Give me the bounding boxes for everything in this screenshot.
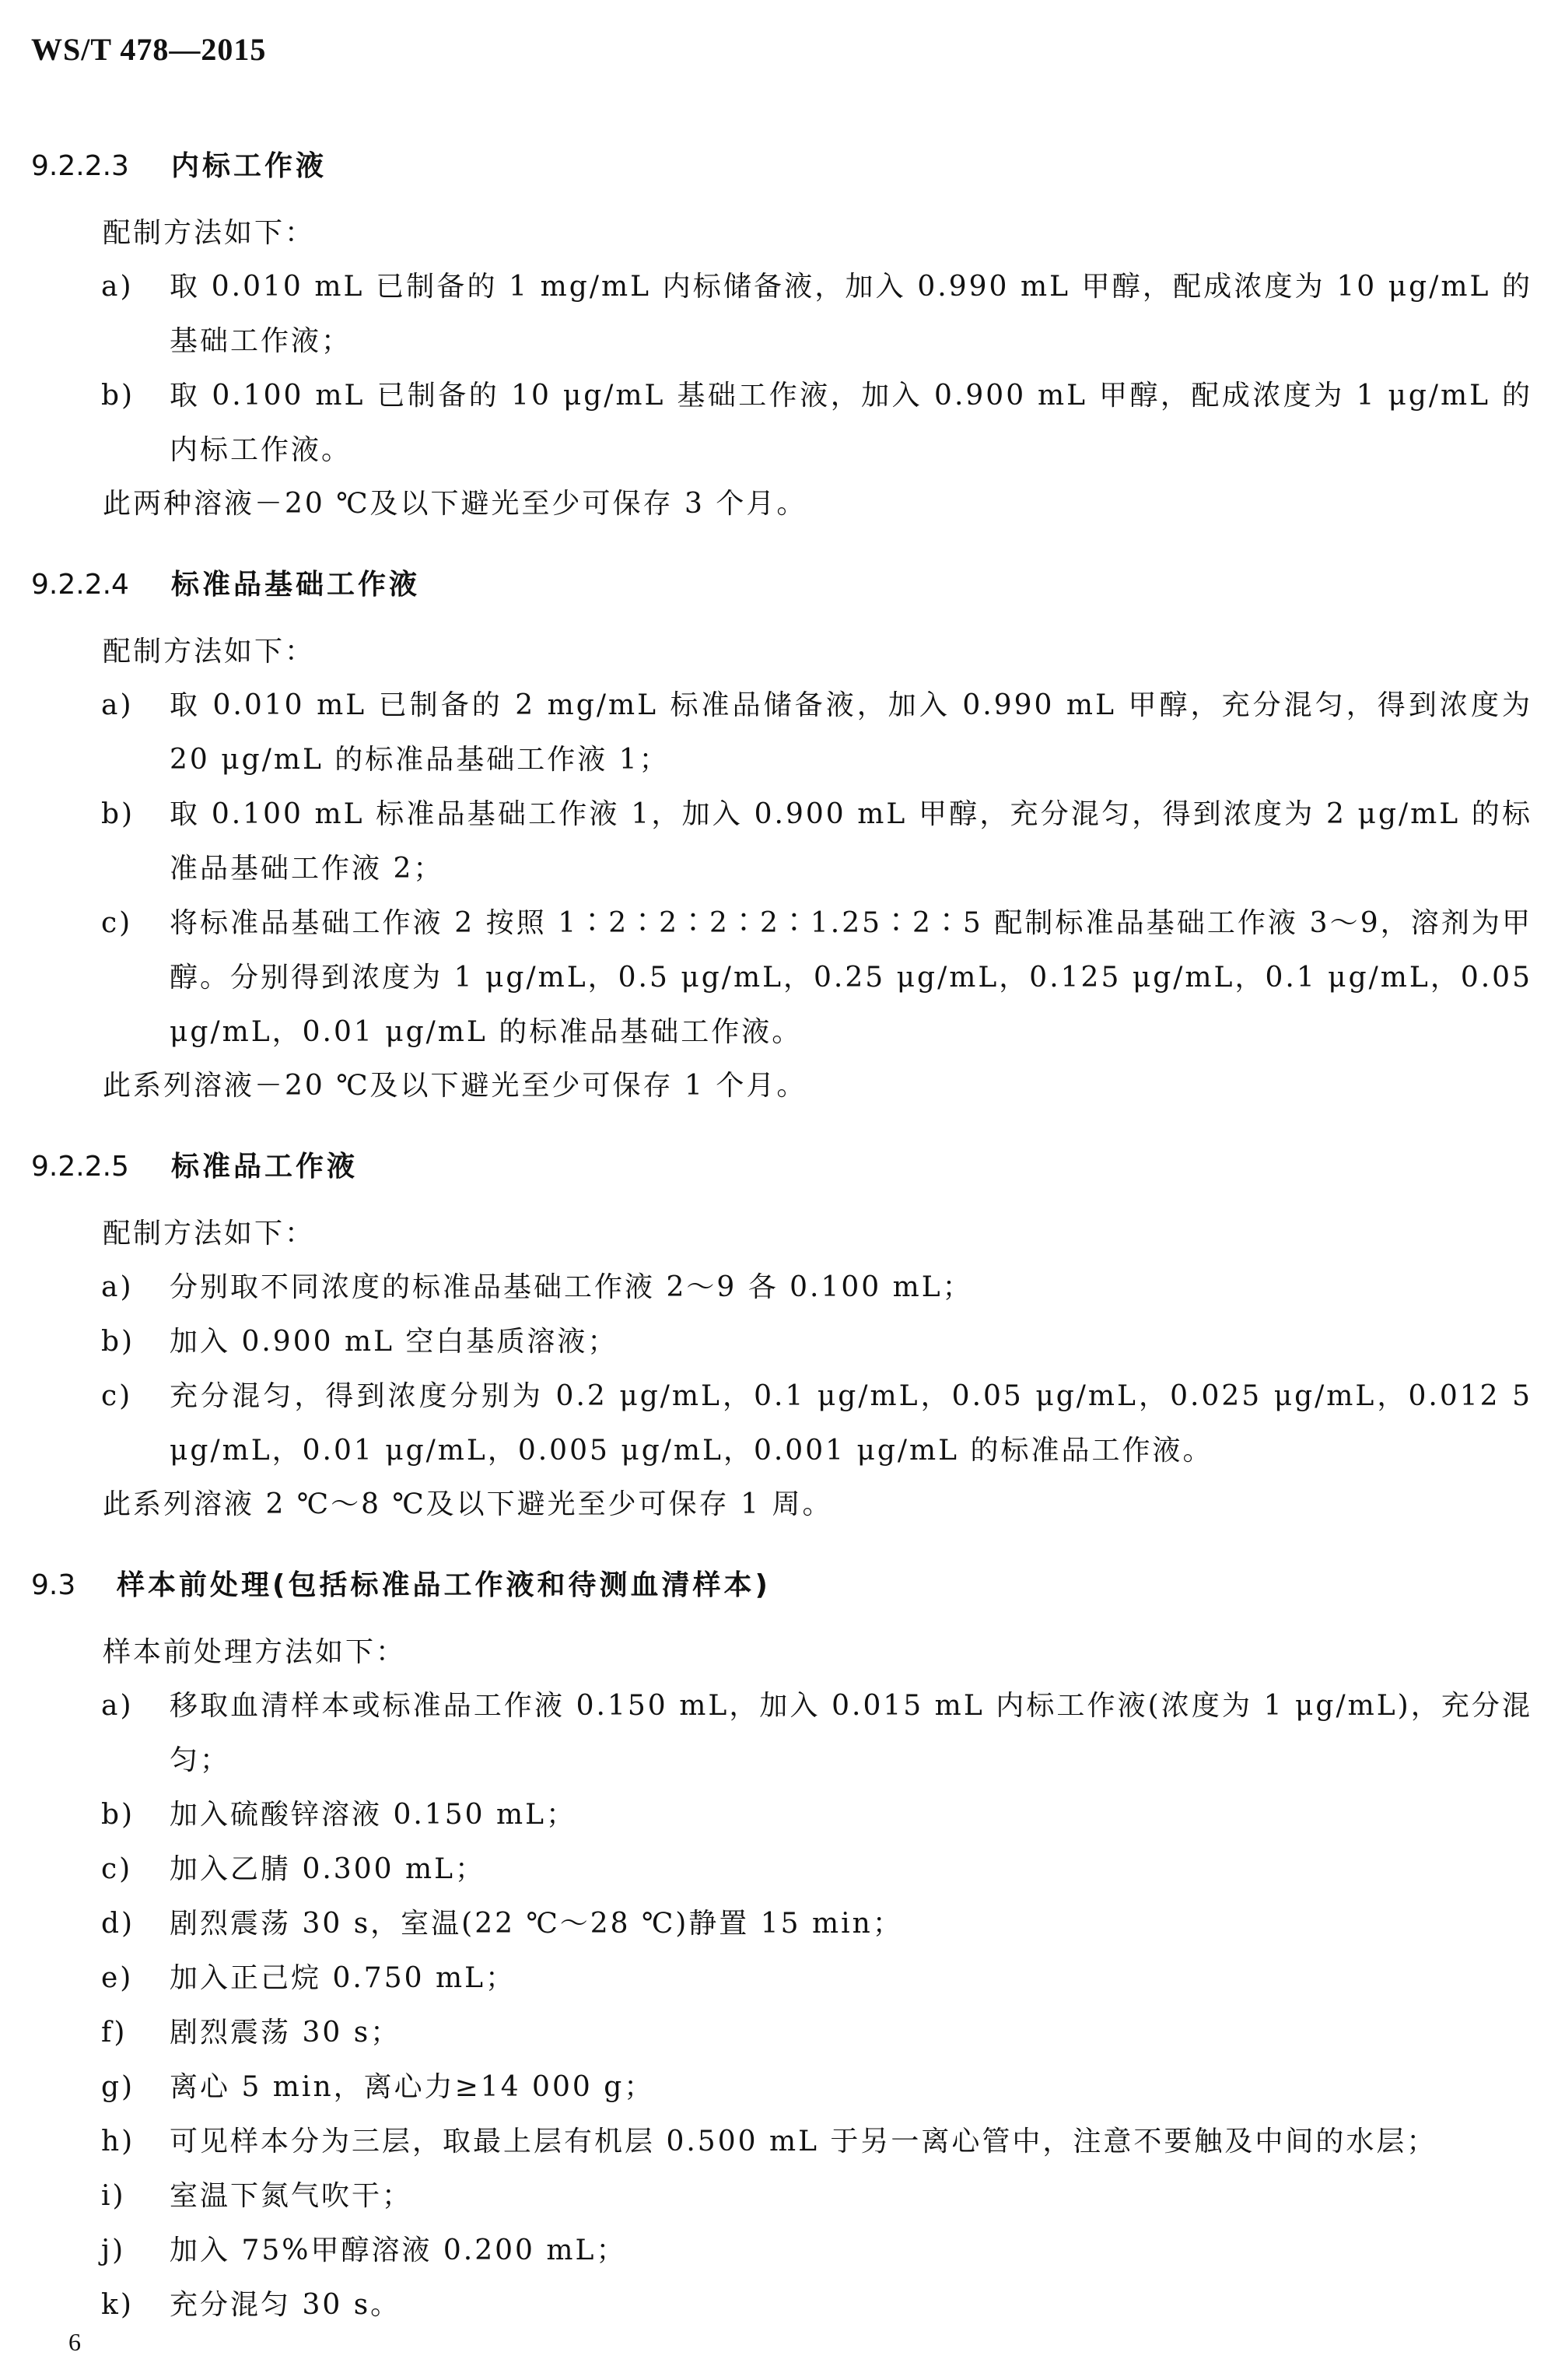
list-item-text: 将标准品基础工作液 2 按照 1∶2∶2∶2∶2∶1.25∶2∶5 配制标准品基础工作液 3～9，溶剂为甲醇。分别得到浓度为 1 μg/mL，0.5 μg/mL，0.25 μg/mL，0.125 μg/mL，0.1 μg/mL，0.05 μg/mL，0.01 μg/mL 的标准品基础工作液。	[170, 907, 1532, 1048]
list-item	[31, 2006, 1532, 2060]
list-item-label: b)	[101, 1326, 135, 1358]
list-item	[31, 2060, 1532, 2115]
list-item	[31, 2169, 1532, 2224]
section-intro: 配制方法如下：	[103, 217, 316, 249]
list-item-label: e)	[101, 1962, 134, 1994]
section-title: 标准品基础工作液	[171, 569, 421, 601]
list-item	[31, 2278, 1532, 2333]
list-item	[31, 1315, 1532, 1369]
list-item	[31, 369, 1532, 478]
list-item-text: 分别取不同浓度的标准品基础工作液 2～9 各 0.100 mL；	[170, 1271, 973, 1303]
list-item-label: d)	[101, 1908, 135, 1940]
list-item-label: j)	[101, 2235, 126, 2266]
section-intro: 样本前处理方法如下：	[103, 1636, 407, 1668]
list-item-label: c)	[101, 907, 133, 939]
list-item	[31, 1679, 1532, 1788]
list-item-text: 取 0.010 mL 已制备的 1 mg/mL 内标储备液，加入 0.990 mL 甲醇，配成浓度为 10 μg/mL 的基础工作液；	[170, 271, 1532, 357]
list-item-text: 可见样本分为三层，取最上层有机层 0.500 mL 于另一离心管中，注意不要触及中间的水层；	[170, 2126, 1437, 2157]
list-item-text: 充分混匀，得到浓度分别为 0.2 μg/mL，0.1 μg/mL，0.05 μg/mL，0.025 μg/mL，0.012 5 μg/mL，0.01 μg/mL，0.005 μg/mL，0.001 μg/mL 的标准品工作液。	[170, 1380, 1532, 1467]
list-item-label: b)	[101, 380, 135, 412]
list-item	[31, 678, 1532, 787]
list-item-label: a)	[101, 271, 134, 303]
page-number: 6	[68, 2328, 81, 2356]
section-number: 9.3	[31, 1569, 76, 1601]
list-item	[31, 2224, 1532, 2278]
list-item	[31, 1369, 1532, 1478]
section-title: 内标工作液	[171, 150, 327, 182]
list-item-label: a)	[101, 1690, 134, 1722]
section-intro: 配制方法如下：	[103, 636, 316, 668]
list-item-text: 加入正己烷 0.750 mL；	[170, 1962, 516, 1994]
list-item-text: 加入乙腈 0.300 mL；	[170, 1853, 485, 1885]
list-item-label: b)	[101, 1799, 135, 1831]
section-title: 样本前处理(包括标准品工作液和待测血清样本)	[117, 1569, 771, 1601]
list-item	[31, 1897, 1532, 1951]
document-body	[31, 140, 1532, 2333]
list-item	[31, 1260, 1532, 1315]
list-item-label: i)	[101, 2180, 126, 2212]
section-number: 9.2.2.4	[31, 569, 129, 601]
list-item	[31, 1788, 1532, 1842]
list-item-text: 加入硫酸锌溶液 0.150 mL；	[170, 1799, 576, 1831]
list-item-text: 剧烈震荡 30 s；	[170, 2017, 401, 2049]
list-item	[31, 260, 1532, 369]
list-item-label: g)	[101, 2071, 135, 2103]
list-item	[31, 1951, 1532, 2006]
list-item-label: h)	[101, 2126, 135, 2157]
list-item-label: k)	[101, 2289, 134, 2321]
list-item-text: 剧烈震荡 30 s，室温(22 ℃～28 ℃)静置 15 min；	[170, 1908, 903, 1940]
list-item-text: 取 0.100 mL 标准品基础工作液 1，加入 0.900 mL 甲醇，充分混匀，得到浓度为 2 μg/mL 的标准品基础工作液 2；	[170, 798, 1532, 885]
section-number: 9.2.2.3	[31, 150, 129, 182]
list-item-text: 加入 75%甲醇溶液 0.200 mL；	[170, 2235, 627, 2266]
section-intro: 配制方法如下：	[103, 1218, 316, 1250]
list-item-label: a)	[101, 689, 134, 721]
list-item-text: 充分混匀 30 s。	[170, 2289, 401, 2321]
section-number: 9.2.2.5	[31, 1151, 129, 1183]
list-item-text: 取 0.010 mL 已制备的 2 mg/mL 标准品储备液，加入 0.990 mL 甲醇，充分混匀，得到浓度为 20 μg/mL 的标准品基础工作液 1；	[170, 689, 1532, 776]
list-item	[31, 896, 1532, 1060]
list-item-label: c)	[101, 1853, 133, 1885]
list-item-text: 移取血清样本或标准品工作液 0.150 mL，加入 0.015 mL 内标工作液(浓度为 1 μg/mL)，充分混匀；	[170, 1690, 1532, 1776]
section-note: 此系列溶液 2 ℃～8 ℃及以下避光至少可保存 1 周。	[103, 1488, 833, 1520]
section-heading	[31, 1559, 1532, 1612]
list-item-text: 加入 0.900 mL 空白基质溶液；	[170, 1326, 618, 1358]
section-heading	[31, 559, 1532, 612]
list-item-text: 室温下氮气吹干；	[170, 2180, 413, 2212]
section-note: 此系列溶液－20 ℃及以下避光至少可保存 1 个月。	[103, 1070, 807, 1102]
section-note: 此两种溶液－20 ℃及以下避光至少可保存 3 个月。	[103, 488, 807, 520]
list-item-label: f)	[101, 2017, 128, 2049]
section-heading	[31, 1141, 1532, 1194]
section-title: 标准品工作液	[171, 1151, 359, 1183]
section-heading	[31, 140, 1532, 193]
list-item-label: c)	[101, 1380, 133, 1412]
list-item	[31, 787, 1532, 896]
list-item-text: 离心 5 min，离心力≥14 000 g；	[170, 2071, 655, 2103]
standard-code-header: WS/T 478—2015	[31, 32, 267, 67]
list-item-text: 取 0.100 mL 已制备的 10 μg/mL 基础工作液，加入 0.900 mL 甲醇，配成浓度为 1 μg/mL 的内标工作液。	[170, 380, 1532, 466]
list-item-label: b)	[101, 798, 135, 830]
list-item	[31, 1842, 1532, 1897]
list-item-label: a)	[101, 1271, 134, 1303]
list-item	[31, 2115, 1532, 2169]
